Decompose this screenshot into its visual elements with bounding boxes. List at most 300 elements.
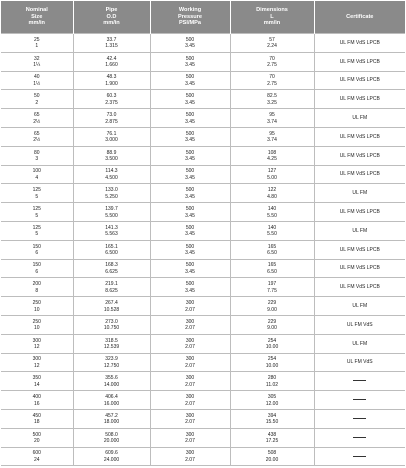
pipe-od-cell	[73, 447, 150, 466]
imperial-value: 9.00	[267, 325, 277, 332]
imperial-value: 3.45	[185, 156, 195, 163]
nominal-size-cell	[1, 259, 73, 278]
metric-value: 394	[267, 412, 277, 419]
metric-value: 33.7	[106, 36, 117, 43]
table-row	[1, 259, 405, 278]
imperial-value: 1¼	[33, 62, 41, 69]
certificate-value: UL FM VdS	[346, 321, 373, 328]
imperial-value: 2.07	[185, 381, 195, 388]
working-pressure-cell	[150, 109, 230, 128]
table-row	[1, 52, 405, 71]
metric-value: 250	[32, 318, 41, 325]
imperial-value: 2.07	[185, 362, 195, 369]
certificate-cell	[314, 391, 405, 410]
imperial-value: 12	[33, 362, 40, 369]
metric-value: 300	[32, 337, 41, 344]
metric-value: 40	[33, 74, 40, 81]
table-row	[1, 146, 405, 165]
dimension-cell	[230, 297, 314, 316]
header-line: Pipe	[105, 7, 118, 14]
working-pressure-cell	[150, 428, 230, 447]
pipe-od-cell	[73, 146, 150, 165]
pipe-od-cell	[73, 315, 150, 334]
table-row	[1, 34, 405, 53]
metric-value: 323.9	[105, 356, 118, 363]
imperial-value: 3.000	[105, 137, 118, 144]
imperial-value: 3.74	[267, 118, 277, 125]
certificate-cell	[314, 334, 405, 353]
imperial-value: 20.00	[265, 456, 279, 463]
metric-value: 300	[185, 318, 195, 325]
imperial-value: 2½	[33, 118, 41, 125]
imperial-value: 5	[35, 212, 39, 219]
imperial-value: 8.625	[105, 287, 118, 294]
metric-value: 500	[185, 281, 195, 288]
nominal-size-cell	[1, 90, 73, 109]
certificate-cell	[314, 146, 405, 165]
imperial-value: 3.45	[185, 118, 195, 125]
metric-value: 165	[267, 262, 277, 269]
imperial-value: 3.45	[185, 231, 195, 238]
metric-value: 300	[185, 300, 195, 307]
metric-value: 150	[32, 262, 41, 269]
nominal-size-cell	[1, 409, 73, 428]
dimension-cell	[230, 221, 314, 240]
imperial-value: 2½	[33, 137, 41, 144]
certificate-value: UL FM VdS	[346, 359, 373, 366]
working-pressure-cell	[150, 184, 230, 203]
header-line: mm/in	[263, 20, 281, 27]
dimension-cell	[230, 409, 314, 428]
imperial-value: 1.660	[105, 62, 118, 69]
pipe-od-cell	[73, 109, 150, 128]
imperial-value: 14.000	[103, 381, 120, 388]
table-row	[1, 240, 405, 259]
imperial-value: 3.45	[185, 80, 195, 87]
nominal-size-cell	[1, 203, 73, 222]
dash-icon	[353, 418, 366, 419]
metric-value: 65	[33, 130, 40, 137]
header-line: Nominal	[25, 7, 48, 14]
table-row	[1, 165, 405, 184]
metric-value: 318.5	[105, 337, 118, 344]
certificate-cell	[314, 127, 405, 146]
imperial-value: 6.500	[105, 250, 118, 257]
imperial-value: 6.50	[267, 250, 277, 257]
certificate-value: UL FM VdS LPCB	[339, 39, 380, 46]
certificate-value: UL FM VdS LPCB	[339, 152, 380, 159]
dimension-cell	[230, 34, 314, 53]
pipe-od-cell	[73, 240, 150, 259]
working-pressure-cell	[150, 52, 230, 71]
imperial-value: 4.25	[267, 156, 277, 163]
pipe-od-cell	[73, 52, 150, 71]
certificate-value: UL FM	[352, 115, 368, 122]
metric-value: 140	[267, 224, 277, 231]
table-row	[1, 109, 405, 128]
imperial-value: 2.375	[105, 99, 118, 106]
imperial-value: 2.07	[185, 306, 195, 313]
metric-value: 500	[185, 149, 195, 156]
table-body	[1, 34, 405, 466]
imperial-value: 4.80	[267, 193, 277, 200]
header-line: PSI/MPa	[178, 20, 202, 27]
working-pressure-cell	[150, 409, 230, 428]
pipe-od-cell	[73, 297, 150, 316]
imperial-value: 10.00	[265, 344, 279, 351]
imperial-value: 5.50	[267, 231, 277, 238]
metric-value: 127	[267, 168, 277, 175]
metric-value: 500	[185, 130, 195, 137]
header-line: Certificate	[346, 13, 374, 20]
metric-value: 500	[185, 224, 195, 231]
working-pressure-cell	[150, 447, 230, 466]
imperial-value: 6	[35, 268, 39, 275]
imperial-value: 3.45	[185, 62, 195, 69]
dimension-cell	[230, 315, 314, 334]
certificate-value: UL FM VdS LPCB	[339, 96, 380, 103]
table-row	[1, 71, 405, 90]
table-row	[1, 184, 405, 203]
metric-value: 500	[185, 112, 195, 119]
certificate-cell	[314, 297, 405, 316]
imperial-value: 2.75	[267, 62, 277, 69]
metric-value: 500	[185, 168, 195, 175]
imperial-value: 1½	[33, 80, 41, 87]
table-row	[1, 297, 405, 316]
metric-value: 250	[32, 300, 41, 307]
metric-value: 125	[32, 187, 41, 194]
imperial-value: 2.875	[105, 118, 118, 125]
table-row	[1, 127, 405, 146]
imperial-value: 5.563	[105, 231, 118, 238]
dimension-cell	[230, 52, 314, 71]
dimension-cell	[230, 184, 314, 203]
metric-value: 400	[32, 394, 41, 401]
certificate-cell	[314, 259, 405, 278]
working-pressure-cell	[150, 353, 230, 372]
metric-value: 50	[33, 93, 40, 100]
dimension-cell	[230, 428, 314, 447]
nominal-size-cell	[1, 71, 73, 90]
header-row	[1, 1, 405, 34]
imperial-value: 3.45	[185, 268, 195, 275]
dimension-cell	[230, 391, 314, 410]
metric-value: 500	[185, 243, 195, 250]
imperial-value: 3.45	[185, 137, 195, 144]
imperial-value: 12.00	[265, 400, 279, 407]
metric-value: 300	[185, 356, 195, 363]
pipe-od-cell	[73, 71, 150, 90]
metric-value: 500	[185, 262, 195, 269]
metric-value: 108	[267, 149, 277, 156]
pipe-od-cell	[73, 391, 150, 410]
imperial-value: 1.900	[105, 80, 118, 87]
pipe-od-cell	[73, 428, 150, 447]
table-row	[1, 428, 405, 447]
certificate-value: UL FM VdS LPCB	[339, 77, 380, 84]
metric-value: 508	[267, 450, 277, 457]
table-row	[1, 353, 405, 372]
metric-value: 300	[185, 412, 195, 419]
working-pressure-cell	[150, 90, 230, 109]
working-pressure-cell	[150, 71, 230, 90]
imperial-value: 12	[33, 344, 40, 351]
pipe-od-cell	[73, 259, 150, 278]
metric-value: 438	[267, 431, 277, 438]
table-row	[1, 409, 405, 428]
pipe-od-cell	[73, 184, 150, 203]
metric-value: 114.3	[105, 168, 118, 175]
imperial-value: 5	[35, 193, 39, 200]
dimension-cell	[230, 278, 314, 297]
nominal-size-cell	[1, 447, 73, 466]
certificate-value: UL FM VdS LPCB	[339, 246, 380, 253]
imperial-value: 2	[35, 99, 39, 106]
imperial-value: 3.45	[185, 250, 195, 257]
dimension-cell	[230, 146, 314, 165]
header-pipe-od	[73, 1, 150, 34]
imperial-value: 5.50	[267, 212, 277, 219]
imperial-value: 10	[33, 325, 40, 332]
metric-value: 165	[267, 243, 277, 250]
table-row	[1, 203, 405, 222]
metric-value: 140	[267, 206, 277, 213]
pipe-od-cell	[73, 278, 150, 297]
header-certificate	[314, 1, 405, 34]
working-pressure-cell	[150, 221, 230, 240]
working-pressure-cell	[150, 203, 230, 222]
imperial-value: 3	[35, 156, 39, 163]
certificate-value: UL FM	[352, 190, 368, 197]
certificate-cell	[314, 184, 405, 203]
metric-value: 95	[269, 112, 275, 119]
imperial-value: 4	[35, 174, 39, 181]
metric-value: 609.6	[105, 450, 118, 457]
certificate-value: UL FM VdS LPCB	[339, 284, 380, 291]
certificate-value: UL FM VdS LPCB	[339, 133, 380, 140]
metric-value: 82.5	[267, 93, 277, 100]
imperial-value: 5.00	[267, 174, 277, 181]
metric-value: 197	[267, 281, 277, 288]
working-pressure-cell	[150, 315, 230, 334]
imperial-value: 6.50	[267, 268, 277, 275]
metric-value: 76.1	[106, 130, 117, 137]
certificate-cell	[314, 428, 405, 447]
metric-value: 42.4	[106, 55, 117, 62]
metric-value: 141.3	[105, 224, 118, 231]
metric-value: 100	[32, 168, 41, 175]
certificate-value: UL FM VdS LPCB	[339, 58, 380, 65]
working-pressure-cell	[150, 391, 230, 410]
metric-value: 300	[185, 431, 195, 438]
pipe-od-cell	[73, 372, 150, 391]
imperial-value: 2.24	[267, 43, 277, 50]
header-dimensions	[230, 1, 314, 34]
imperial-value: 3.500	[105, 156, 118, 163]
imperial-value: 18.000	[103, 419, 120, 426]
pipe-od-cell	[73, 34, 150, 53]
imperial-value: 3.45	[185, 193, 195, 200]
nominal-size-cell	[1, 372, 73, 391]
imperial-value: 10.00	[265, 362, 279, 369]
pipe-spec-table	[1, 1, 405, 466]
working-pressure-cell	[150, 127, 230, 146]
imperial-value: 24	[33, 456, 40, 463]
metric-value: 165.1	[105, 243, 118, 250]
imperial-value: 5	[35, 231, 39, 238]
table-row	[1, 391, 405, 410]
certificate-cell	[314, 372, 405, 391]
imperial-value: 3.25	[267, 99, 277, 106]
nominal-size-cell	[1, 34, 73, 53]
certificate-cell	[314, 52, 405, 71]
nominal-size-cell	[1, 334, 73, 353]
working-pressure-cell	[150, 165, 230, 184]
certificate-value: UL FM VdS LPCB	[339, 265, 380, 272]
metric-value: 457.2	[105, 412, 118, 419]
working-pressure-cell	[150, 334, 230, 353]
metric-value: 254	[267, 356, 277, 363]
dimension-cell	[230, 334, 314, 353]
metric-value: 254	[267, 337, 277, 344]
metric-value: 70	[269, 55, 275, 62]
metric-value: 125	[32, 206, 41, 213]
nominal-size-cell	[1, 221, 73, 240]
imperial-value: 2.07	[185, 344, 195, 351]
metric-value: 300	[32, 356, 41, 363]
metric-value: 139.7	[105, 206, 118, 213]
certificate-cell	[314, 221, 405, 240]
metric-value: 500	[185, 187, 195, 194]
dimension-cell	[230, 71, 314, 90]
table-row	[1, 447, 405, 466]
metric-value: 25	[33, 36, 40, 43]
table-row	[1, 221, 405, 240]
metric-value: 133.0	[105, 187, 118, 194]
dash-icon	[353, 399, 366, 400]
metric-value: 350	[32, 375, 41, 382]
imperial-value: 6	[35, 250, 39, 257]
header-line: mm/in	[103, 20, 120, 27]
metric-value: 200	[32, 281, 41, 288]
imperial-value: 18	[33, 419, 40, 426]
metric-value: 48.3	[106, 74, 117, 81]
imperial-value: 3.45	[185, 174, 195, 181]
pipe-od-cell	[73, 127, 150, 146]
certificate-cell	[314, 203, 405, 222]
dimension-cell	[230, 259, 314, 278]
imperial-value: 11.02	[265, 381, 279, 388]
pipe-spec-sheet	[1, 1, 405, 466]
metric-value: 95	[269, 130, 275, 137]
dimension-cell	[230, 127, 314, 146]
dimension-cell	[230, 353, 314, 372]
certificate-cell	[314, 34, 405, 53]
working-pressure-cell	[150, 372, 230, 391]
certificate-cell	[314, 278, 405, 297]
nominal-size-cell	[1, 315, 73, 334]
metric-value: 267.4	[105, 300, 118, 307]
header-line: Size	[31, 13, 43, 20]
nominal-size-cell	[1, 184, 73, 203]
certificate-value: UL FM	[352, 340, 368, 347]
imperial-value: 14	[33, 381, 40, 388]
nominal-size-cell	[1, 240, 73, 259]
nominal-size-cell	[1, 391, 73, 410]
header-line: mm/in	[28, 20, 45, 27]
certificate-value: UL FM	[352, 227, 368, 234]
certificate-cell	[314, 90, 405, 109]
imperial-value: 2.07	[185, 438, 195, 445]
pipe-od-cell	[73, 334, 150, 353]
pipe-od-cell	[73, 353, 150, 372]
nominal-size-cell	[1, 428, 73, 447]
certificate-cell	[314, 165, 405, 184]
imperial-value: 3.74	[267, 137, 277, 144]
pipe-od-cell	[73, 221, 150, 240]
dimension-cell	[230, 165, 314, 184]
dimension-cell	[230, 447, 314, 466]
working-pressure-cell	[150, 146, 230, 165]
metric-value: 73.0	[106, 112, 117, 119]
imperial-value: 8	[35, 287, 39, 294]
imperial-value: 12.750	[103, 362, 120, 369]
nominal-size-cell	[1, 353, 73, 372]
imperial-value: 5.250	[105, 193, 118, 200]
imperial-value: 2.07	[185, 419, 195, 426]
dimension-cell	[230, 90, 314, 109]
imperial-value: 3.45	[185, 287, 195, 294]
certificate-cell	[314, 315, 405, 334]
nominal-size-cell	[1, 52, 73, 71]
dimension-cell	[230, 203, 314, 222]
imperial-value: 10.528	[103, 306, 120, 313]
imperial-value: 2.07	[185, 325, 195, 332]
header-line: Dimensions	[256, 7, 288, 14]
imperial-value: 1.315	[105, 43, 118, 50]
certificate-cell	[314, 447, 405, 466]
metric-value: 88.9	[106, 149, 117, 156]
header-nominal-size	[1, 1, 73, 34]
imperial-value: 24.000	[103, 456, 120, 463]
dash-icon	[353, 456, 366, 457]
certificate-value: UL FM VdS LPCB	[339, 209, 380, 216]
imperial-value: 16	[33, 400, 40, 407]
pipe-od-cell	[73, 203, 150, 222]
metric-value: 305	[267, 394, 277, 401]
imperial-value: 2.07	[185, 456, 195, 463]
metric-value: 229	[267, 300, 277, 307]
imperial-value: 7.75	[267, 287, 277, 294]
table-row	[1, 334, 405, 353]
metric-value: 300	[185, 450, 195, 457]
imperial-value: 4.500	[105, 174, 118, 181]
working-pressure-cell	[150, 278, 230, 297]
header-line: Working	[178, 7, 202, 14]
imperial-value: 6.625	[105, 268, 118, 275]
metric-value: 219.1	[105, 281, 118, 288]
metric-value: 500	[32, 431, 41, 438]
pipe-od-cell	[73, 409, 150, 428]
certificate-cell	[314, 409, 405, 428]
metric-value: 65	[33, 112, 40, 119]
certificate-cell	[314, 109, 405, 128]
dash-icon	[353, 380, 366, 381]
header-line: Pressure	[178, 13, 202, 20]
metric-value: 300	[185, 337, 195, 344]
metric-value: 280	[267, 375, 277, 382]
